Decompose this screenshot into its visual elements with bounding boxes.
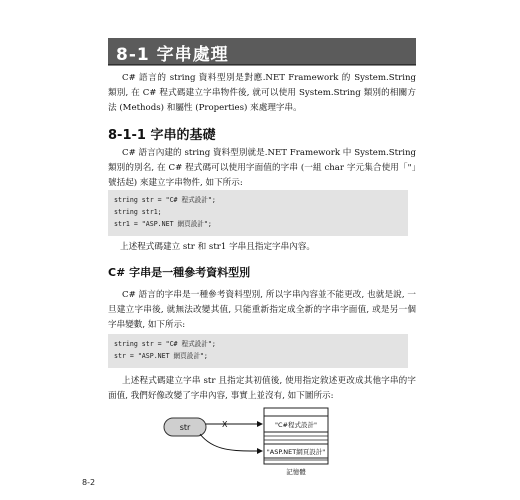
memory-label: 記憶體 [286, 468, 306, 476]
code-line: str = "ASP.NET 網頁設計"; [114, 352, 208, 360]
subsection-heading: 8-1-1 字串的基礎 [108, 128, 216, 143]
code-line: string str = "C# 程式設計"; [114, 340, 216, 348]
code-explanation-1: 上述程式碼建立 str 和 str1 字串且指定字串內容。 [120, 242, 316, 252]
new-value-text: "ASP.NET網頁設計" [266, 448, 326, 456]
code-line: str1 = "ASP.NET 網頁設計"; [114, 220, 212, 228]
code-line: string str = "C# 程式設計"; [114, 196, 216, 204]
memory-diagram [0, 400, 520, 480]
intro-paragraph: C# 語言的 string 資料型別是對應.NET Framework 的 System.String 類別, 在 C# 程式碼建立字串物件後, 就可以使用 System.String 類別的相關方法 (Methods) 和屬性 (Properties) 來處理字串。 [108, 73, 416, 113]
old-value-text: "C#程式設計" [275, 421, 317, 429]
code-block-1 [108, 190, 408, 236]
code-explanation-2: 上述程式碼建立字串 str 且指定其初值後, 使用指定敘述更改成其他字串的字面值, 我們好像改變了字串內容, 事實上並沒有, 如下圖所示: [108, 376, 416, 401]
basics-paragraph: C# 語言內建的 string 資料型別就是.NET Framework 中 System.String 類別的別名, 在 C# 程式碼可以使用字面值的字串 (一組 char 字元集合使用「"」號括起) 來建立字串物件, 如下所示: [108, 148, 416, 188]
title-underline [108, 65, 416, 66]
code-line: string str1; [114, 208, 162, 216]
ref-type-heading: C# 字串是一種參考資料型別 [108, 266, 251, 279]
ref-type-paragraph: C# 語言的字串是一種參考資料型別, 所以字串內容並不能更改, 也就是說, 一旦建立字串後, 就無法改變其值, 只能重新指定成全新的字串字面值, 或是另一個字串變數, 如下所示: [108, 290, 416, 330]
cross-mark: X [222, 420, 228, 429]
section-title-bar [108, 38, 416, 65]
variable-label: str [179, 423, 191, 432]
page-number: 8-2 [82, 478, 96, 487]
section-title: 8-1 字串處理 [116, 45, 229, 65]
code-block-2 [108, 334, 408, 368]
new-reference-arrow [200, 434, 262, 451]
